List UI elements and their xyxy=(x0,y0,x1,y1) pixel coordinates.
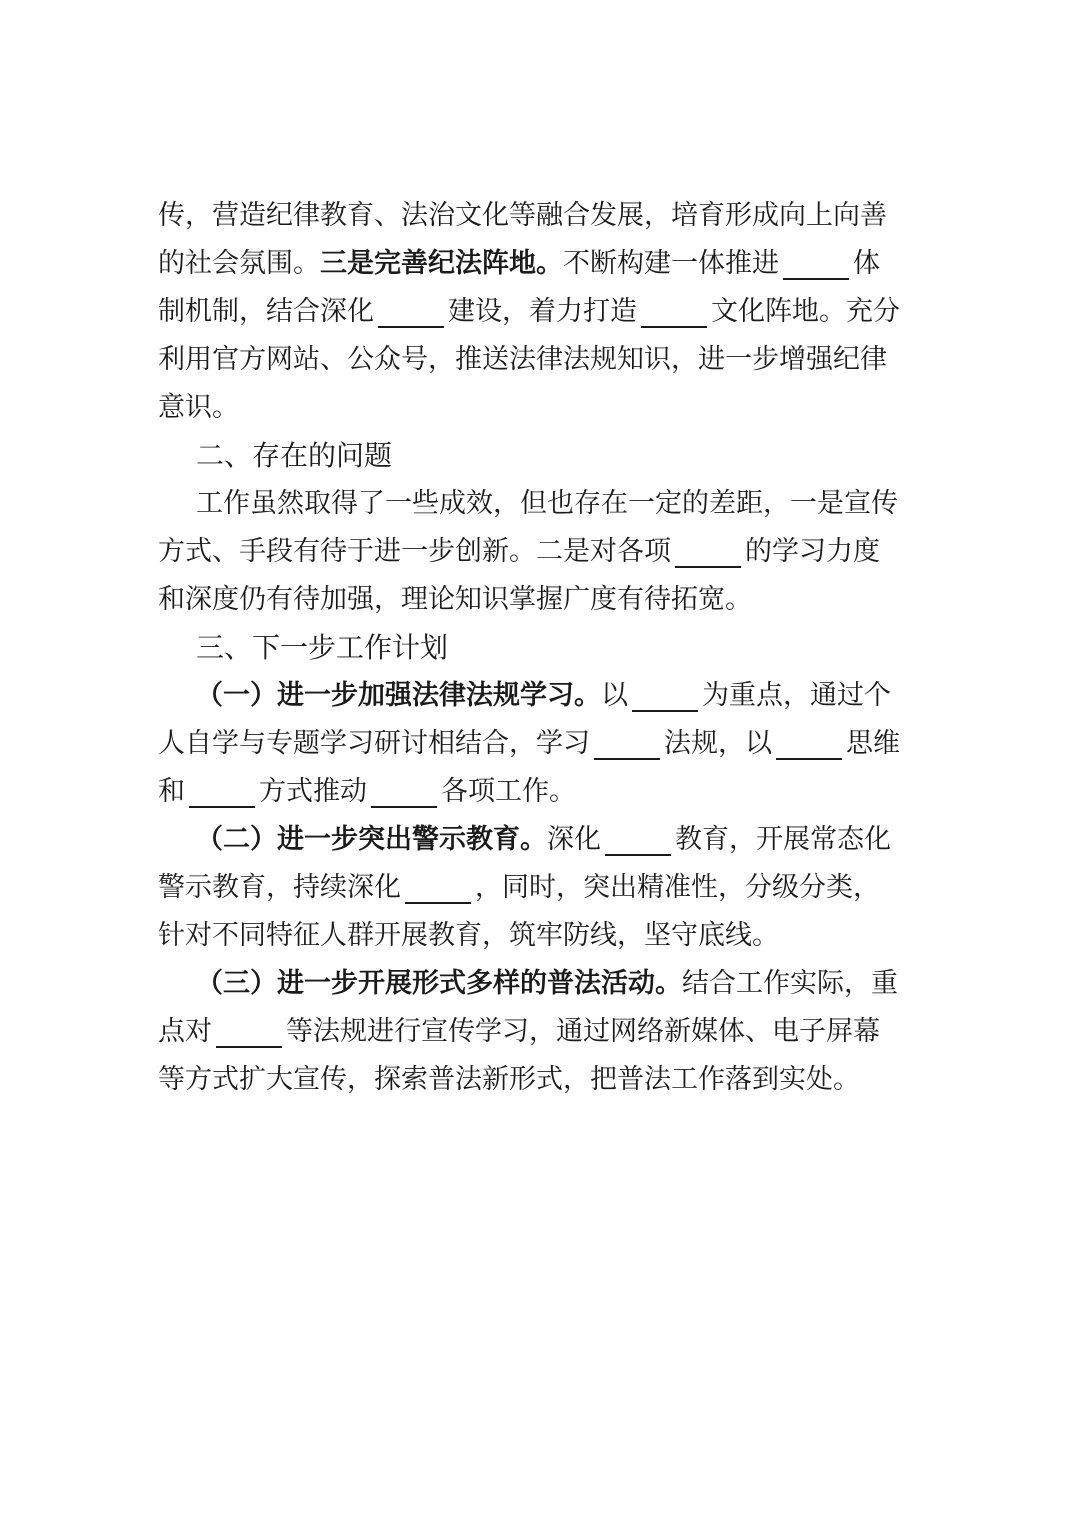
section2-line3 xyxy=(158,578,938,622)
item2-line1 xyxy=(196,818,938,862)
section2-heading: 二、存在的问题 xyxy=(196,439,393,472)
para1-line5 xyxy=(158,386,938,430)
fill-blank[interactable] xyxy=(189,776,255,808)
text: 结合工作实际，重 xyxy=(682,968,898,999)
section2-line1 xyxy=(196,482,938,526)
text: 方式、手段有待于进一步创新。二是对各项 xyxy=(158,536,671,567)
fill-blank[interactable] xyxy=(378,296,444,328)
fill-blank[interactable] xyxy=(641,296,707,328)
fill-blank[interactable] xyxy=(371,776,437,808)
para1-line3 xyxy=(158,290,938,334)
text: 和深度仍有待加强，理论知识掌握广度有待拓宽。 xyxy=(158,584,752,615)
text: 针对不同特征人群开展教育，筑牢防线，坚守底线。 xyxy=(158,920,779,951)
text: 工作虽然取得了一些成效，但也存在一定的差距， xyxy=(196,488,790,519)
section2-line2 xyxy=(158,530,938,574)
text: 等法规进行宣传学习，通过网络新媒体、电子屏幕 xyxy=(286,1016,880,1047)
text: 建设，着力打造 xyxy=(448,296,637,327)
text: 的学习力度 xyxy=(745,536,880,567)
text: 教育，开展常态化 xyxy=(675,824,891,855)
text: 人自学与专题学习研讨相结合，学习 xyxy=(158,728,590,759)
fill-blank[interactable] xyxy=(605,824,671,856)
fill-blank[interactable] xyxy=(783,248,849,280)
fill-blank[interactable] xyxy=(594,728,660,760)
bold-lead: 三是完善纪法阵地。 xyxy=(320,248,563,279)
text: 和 xyxy=(158,776,185,807)
text: 法规，以 xyxy=(664,728,772,759)
item3-title: （三）进一步开展形式多样的普法活动。 xyxy=(196,968,682,999)
text: 各项工作。 xyxy=(441,776,576,807)
text: 思维 xyxy=(846,728,900,759)
para1-line2 xyxy=(158,242,938,286)
text: 制机制，结合深化 xyxy=(158,296,374,327)
fill-blank[interactable] xyxy=(675,536,741,568)
item1-line3 xyxy=(158,770,938,814)
section3-heading: 三、下一步工作计划 xyxy=(196,631,449,664)
item2-line2 xyxy=(158,866,938,910)
text: 深化 xyxy=(547,824,601,855)
fill-blank[interactable] xyxy=(216,1016,282,1048)
text: 为重点，通过个 xyxy=(702,680,891,711)
text: 以 xyxy=(601,680,628,711)
text: 利用官方网站、公众号，推送法律法规知识，进一步增强纪律 xyxy=(158,344,887,375)
text: ，同时，突出精准性，分级分类， xyxy=(475,872,880,903)
item1-title: （一）进一步加强法律法规学习。 xyxy=(196,680,601,711)
para1-line1 xyxy=(158,194,938,238)
text: 文化阵地。充分 xyxy=(711,296,900,327)
text: 的社会氛围。 xyxy=(158,248,320,279)
fill-blank[interactable] xyxy=(632,680,698,712)
para1-line4 xyxy=(158,338,938,382)
fill-blank[interactable] xyxy=(776,728,842,760)
item2-title: （二）进一步突出警示教育。 xyxy=(196,824,547,855)
item2-line3 xyxy=(158,914,938,958)
text: 一是宣传 xyxy=(790,488,898,519)
text: 意识。 xyxy=(158,392,239,423)
text: 不断构建一体推进 xyxy=(563,248,779,279)
text: 点对 xyxy=(158,1016,212,1047)
item1-line2 xyxy=(158,722,938,766)
text: 方式推动 xyxy=(259,776,367,807)
fill-blank[interactable] xyxy=(405,872,471,904)
text: 传，营造纪律教育、法治文化等融合发展，培育形成向上向善 xyxy=(158,200,887,231)
item3-line3 xyxy=(158,1058,938,1102)
text: 体 xyxy=(853,248,880,279)
text: 警示教育，持续深化 xyxy=(158,872,401,903)
item3-line1 xyxy=(196,962,938,1006)
item3-line2 xyxy=(158,1010,938,1054)
item1-line1 xyxy=(196,674,938,718)
text: 等方式扩大宣传，探索普法新形式，把普法工作落到实处。 xyxy=(158,1064,860,1095)
